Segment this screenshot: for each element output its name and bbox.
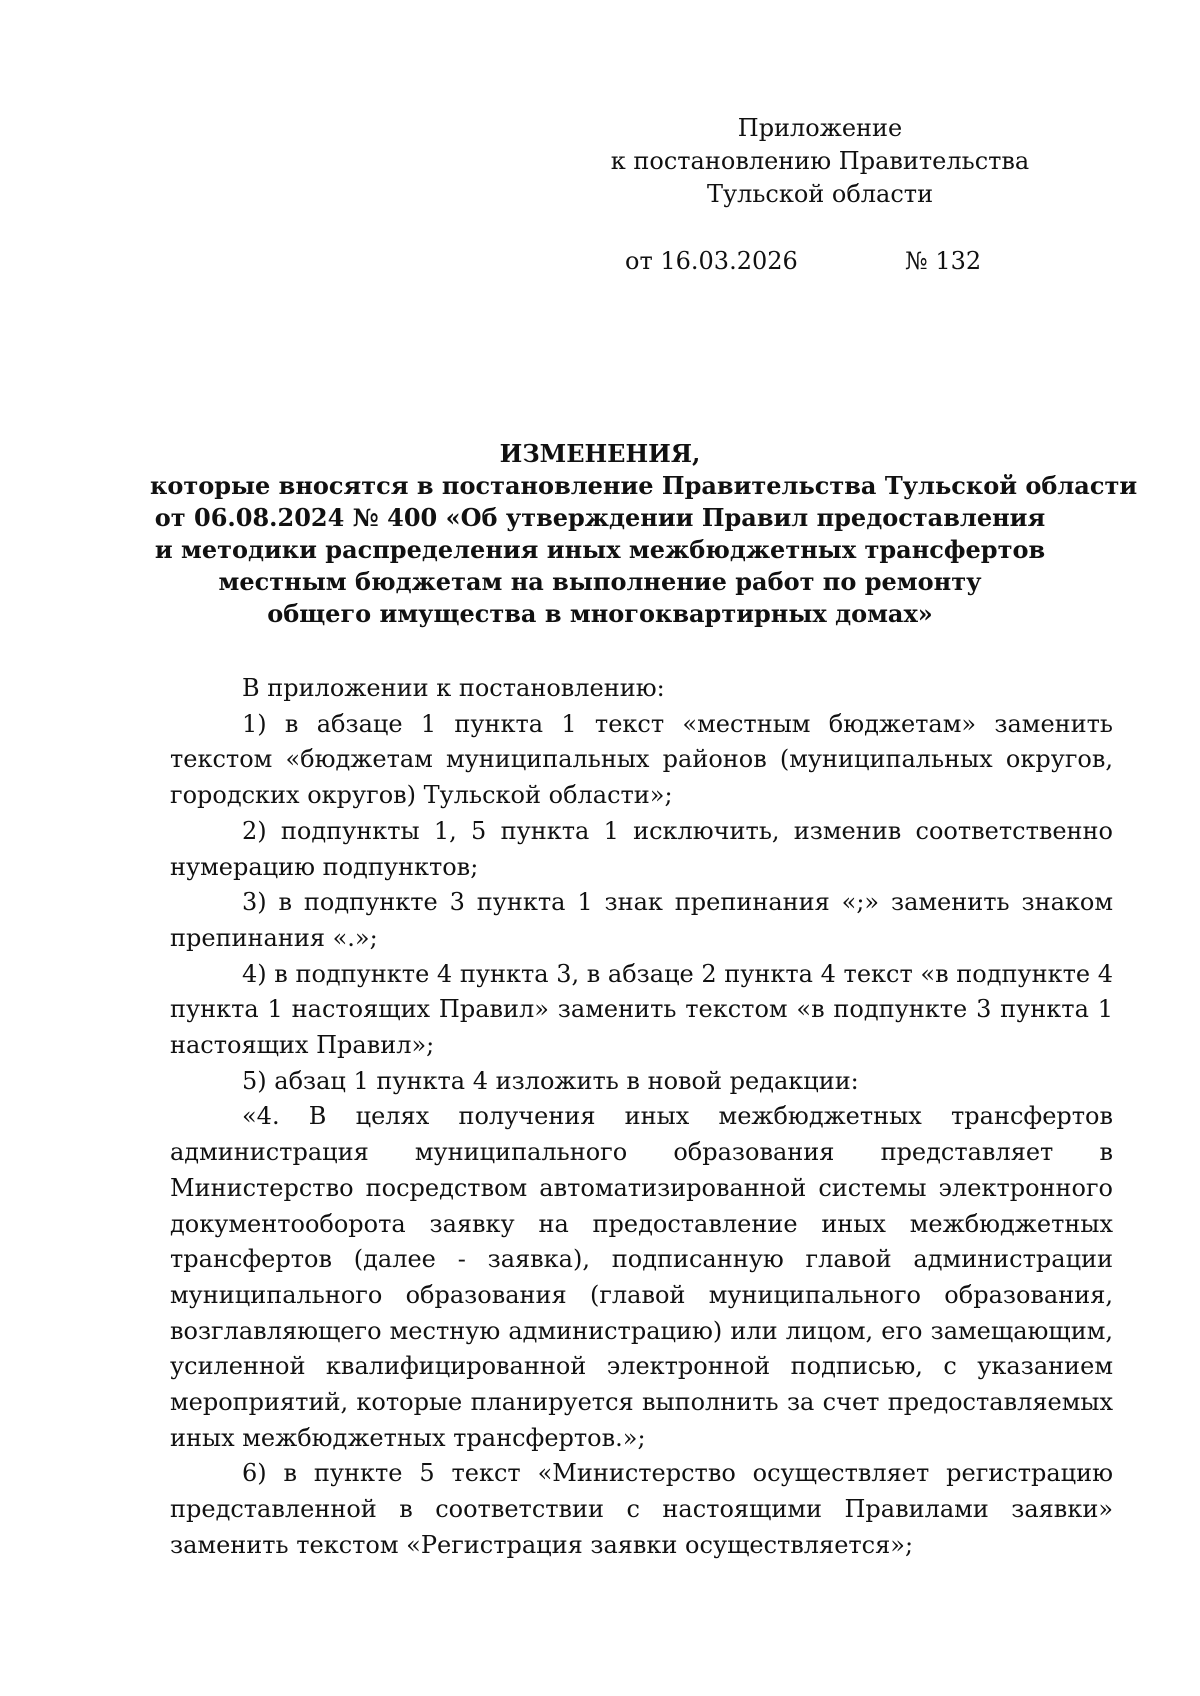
title-line: общего имущества в многоквартирных домах» — [267, 599, 933, 628]
title-line: местным бюджетам на выполнение работ по ремонту — [218, 567, 982, 596]
body-paragraph: 5) абзац 1 пункта 4 изложить в новой редакции: — [242, 1066, 859, 1095]
body-paragraph: 2) подпункты 1, 5 пункта 1 исключить, изменив соответственно нумерацию подпунктов; — [170, 816, 1113, 881]
document-body — [170, 671, 1113, 1564]
body-paragraph: 3) в подпункте 3 пункта 1 знак препинания «;» заменить знаком препинания «.»; — [170, 888, 1113, 952]
title-line: которые вносятся в постановление Правительства Тульской области — [150, 471, 1138, 500]
title-line: от 06.08.2024 № 400 «Об утверждении Правил предоставления — [154, 503, 1046, 532]
body-paragraph: 1) в абзаце 1 пункта 1 текст «местным бюджетам» заменить текстом «бюджетам муниципальных районов (муниципальных округов, городских округов) Тульской области»; — [170, 709, 1113, 810]
appendix-line: Тульской области — [706, 180, 934, 208]
document-title — [150, 438, 1138, 630]
body-paragraph: 6) в пункте 5 текст «Министерство осуществляет регистрацию представленной в соответствии с настоящими Правилами заявки» заменить текстом «Регистрация заявки осуществляется»; — [170, 1459, 1113, 1559]
title-heading: ИЗМЕНЕНИЯ, — [499, 439, 701, 468]
resolution-number: № 132 — [905, 247, 982, 275]
body-paragraph: 4) в подпункте 4 пункта 3, в абзаце 2 пункта 4 текст «в подпункте 4 пункта 1 настоящих Правил» заменить текстом «в подпункте 3 пункта 1 настоящих Правил»; — [170, 959, 1113, 1060]
body-paragraph: «4. В целях получения иных межбюджетных трансфертов администрация муниципального образования представляет в Министерство посредством автоматизированной системы электронного документооборота заявку на предоставление иных межбюджетных трансфертов (далее - заявка), подписанную главой администрации муниципального образования (главой муниципального образования, возглавляющего местную администрацию) или лицом, его замещающим, усиленной квалифицированной электронной подписью, с указанием мероприятий, которые планируется выполнить за счет предоставляемых иных межбюджетных трансфертов.»; — [170, 1102, 1113, 1452]
title-line: и методики распределения иных межбюджетных трансфертов — [154, 535, 1046, 564]
appendix-block — [560, 112, 1080, 211]
body-paragraph: В приложении к постановлению: — [242, 674, 665, 702]
appendix-line: Приложение — [737, 114, 903, 142]
resolution-date: от 16.03.2026 — [625, 247, 798, 275]
appendix-line: к постановлению Правительства — [610, 147, 1030, 175]
